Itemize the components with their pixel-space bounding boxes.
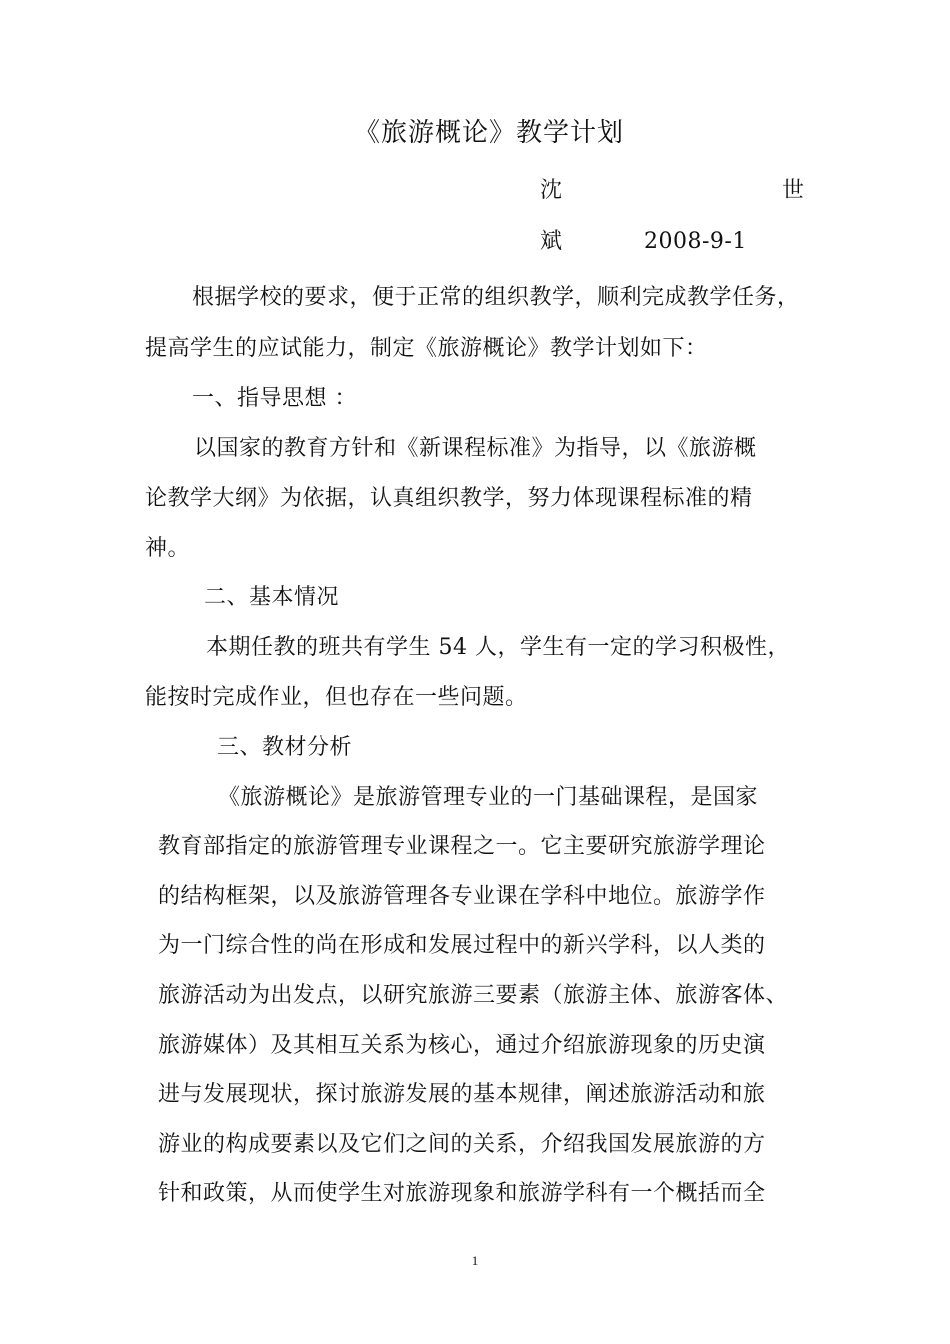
intro-line-2: 提高学生的应试能力，制定《旅游概论》教学计划如下： [145,336,708,361]
document-date: 2008-9-1 [644,229,747,254]
section-3-line-9: 针和政策，从而使学生对旅游现象和旅游学科有一个概括而全 [158,1181,766,1206]
section-2-line-1: 本期任教的班共有学生 54 人，学生有一定的学习积极性， [206,635,790,660]
section-3-line-7: 进与发展现状，探讨旅游发展的基本规律，阐述旅游活动和旅 [158,1082,766,1107]
section-3-line-3: 的结构框架，以及旅游管理各专业课在学科中地位。旅游学作 [158,884,766,909]
section-1-line-3: 神。 [145,536,191,561]
section-3-line-1: 《旅游概论》是旅游管理专业的一门基础课程，是国家 [218,785,759,810]
section-3-line-8: 游业的构成要素以及它们之间的关系，介绍我国发展旅游的方 [158,1132,766,1157]
document-title: 《旅游概论》教学计划 [354,118,625,148]
section-3-heading: 三、教材分析 [217,735,353,760]
section-3-line-4: 为一门综合性的尚在形成和发展过程中的新兴学科，以人类的 [158,933,766,958]
section-2-heading: 二、基本情况 [204,585,340,610]
section-1-heading: 一、指导思想 ： [192,386,357,411]
section-1-line-2: 论教学大纲》为依据，认真组织教学，努力体现课程标准的精 [145,486,753,511]
author-name-first-char: 沈 [540,178,563,203]
section-2-line-2: 能按时完成作业，但也存在一些问题。 [145,685,528,710]
section-3-line-6: 旅游媒体）及其相互关系为核心，通过介绍旅游现象的历史演 [158,1033,766,1058]
section-1-line-1: 以国家的教育方针和《新课程标准》为指导，以《旅游概 [194,436,757,461]
page-number: 1 [471,1253,479,1268]
intro-line-1: 根据学校的要求，便于正常的组织教学，顺利完成教学任务， [192,285,800,310]
author-name-second-char: 世 [782,178,805,203]
author-name-third-char: 斌 [540,229,563,254]
section-3-line-2: 教育部指定的旅游管理专业课程之一。它主要研究旅游学理论 [158,834,766,859]
section-3-line-5: 旅游活动为出发点，以研究旅游三要素（旅游主体、旅游客体、 [158,983,789,1008]
